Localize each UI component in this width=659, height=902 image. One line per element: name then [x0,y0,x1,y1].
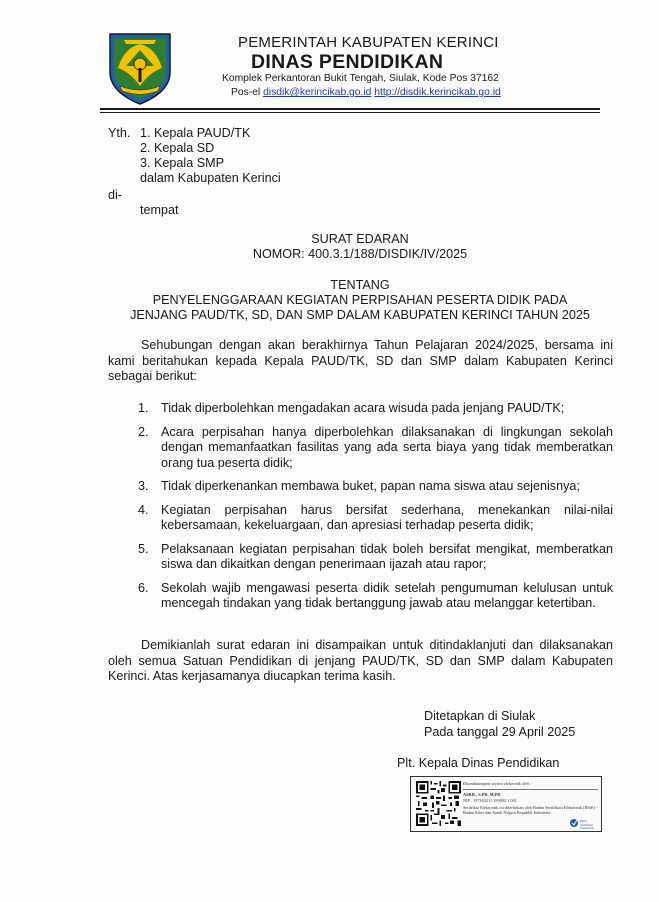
di-label: di- [108,188,122,202]
agency-name: DINAS PENDIDIKAN [251,51,444,73]
subject-line-1: PENYELENGGARAAN KEGIATAN PERPISAHAN PESERTA DIDIK PADA [152,293,568,307]
stamp-signer-nip: NIP . 197303211 199802 1 001 [463,798,517,803]
bsre-logo-label: Balai Sertifikasi Elektronik [580,820,594,831]
intro-paragraph: Sehubungan dengan akan berakhirnya Tahun Pelajaran 2024/2025, bersama ini kami beritahukan kepada Kepala PAUD/TK, SD dan SMP dalam Kabupaten Kerinci sebagai berikut: [108,338,613,383]
subject-line-2: JENJANG PAUD/TK, SD, DAN SMP DALAM KABUPATEN KERINCI TAHUN 2025 [130,308,590,322]
list-item: 3. Tidak diperkenankan membawa buket, papan nama siswa atau sejenisnya; [138,479,580,493]
contact-prefix: Pos-el [231,87,261,98]
stamp-note-1: Sertifikat Elektronik ini diterbitkan oleh Badan Sertifikasi Elektronik (BSrE) - [463,805,598,810]
tempat-label: tempat [140,203,179,217]
website-link[interactable]: http://disdik.kerincikab.go.id [374,87,501,98]
signature-date: Pada tanggal 29 April 2025 [424,725,576,739]
stamp-note-2: Badan Siber dan Sandi Negara Republik Indonesia [463,810,551,815]
agency-address: Komplek Perkantoran Bukit Tengah, Siulak, Kode Pos 37162 [222,73,499,84]
signature-position: Plt. Kepala Dinas Pendidikan [397,756,560,770]
stamp-heading: Ditandatangani secara elektronik oleh : [463,781,532,786]
header-divider-thin [100,112,600,113]
salutation: Yth. [108,126,131,140]
email-link[interactable]: disdik@kerincikab.go.id [263,87,372,98]
list-item: 4. Kegiatan perpisahan harus bersifat sederhana, menekankan nilai-nilai kebersamaan, kekeluargaan, dan apresiasi terhadap peserta didik; [138,502,613,532]
list-item: 1. Tidak diperbolehkan mengadakan acara wisuda pada jenjang PAUD/TK; [138,401,565,415]
regulation-list [138,401,613,620]
signature-place: Ditetapkan di Siulak [424,709,536,723]
recipient-2: 2. Kepala SD [140,141,215,155]
list-item: 2. Acara perpisahan hanya diperbolehkan dilaksanakan di lingkungan sekolah dengan memanfaatkan fasilitas yang ada serta biaya yang tidak memberatkan orang tua peserta didik; [138,424,613,470]
electronic-signature-stamp [410,776,602,832]
about-label: TENTANG [330,278,390,292]
letter-type: SURAT EDARAN [311,232,409,246]
qr-code-icon [416,781,461,826]
kerinci-regency-logo [104,28,176,106]
closing-paragraph: Demikianlah surat edaran ini disampaikan untuk ditindaklanjuti dan dilaksanakan oleh semua Satuan Pendidikan di jenjang PAUD/TK, SD dan SMP dalam Kabupaten Kerinci. Atas kerjasamanya diucapkan terima kasih. [108,638,613,683]
stamp-signer-name: ASRIL, S.PD, M.PD [463,792,501,797]
list-item: 5. Pelaksanaan kegiatan perpisahan tidak boleh bersifat mengikat, memberatkan siswa dan dikaitkan dengan penerimaan ijazah atau rapor; [138,541,613,571]
letter-number: NOMOR: 400.3.1/188/DISDIK/IV/2025 [252,247,468,261]
stamp-divider [463,789,598,790]
recipient-3: 3. Kepala SMP [140,156,225,170]
recipient-region: dalam Kabupaten Kerinci [140,171,281,185]
agency-contact [231,87,501,98]
recipient-1: 1. Kepala PAUD/TK [140,126,251,140]
header-divider [100,108,600,110]
list-item: 6. Sekolah wajib mengawasi peserta didik setelah pengumuman kelulusan untuk mencegah tindakan yang tidak bertanggung jawab atau melanggar ketertiban. [138,580,613,610]
government-name: PEMERINTAH KABUPATEN KERINCI [238,34,499,51]
